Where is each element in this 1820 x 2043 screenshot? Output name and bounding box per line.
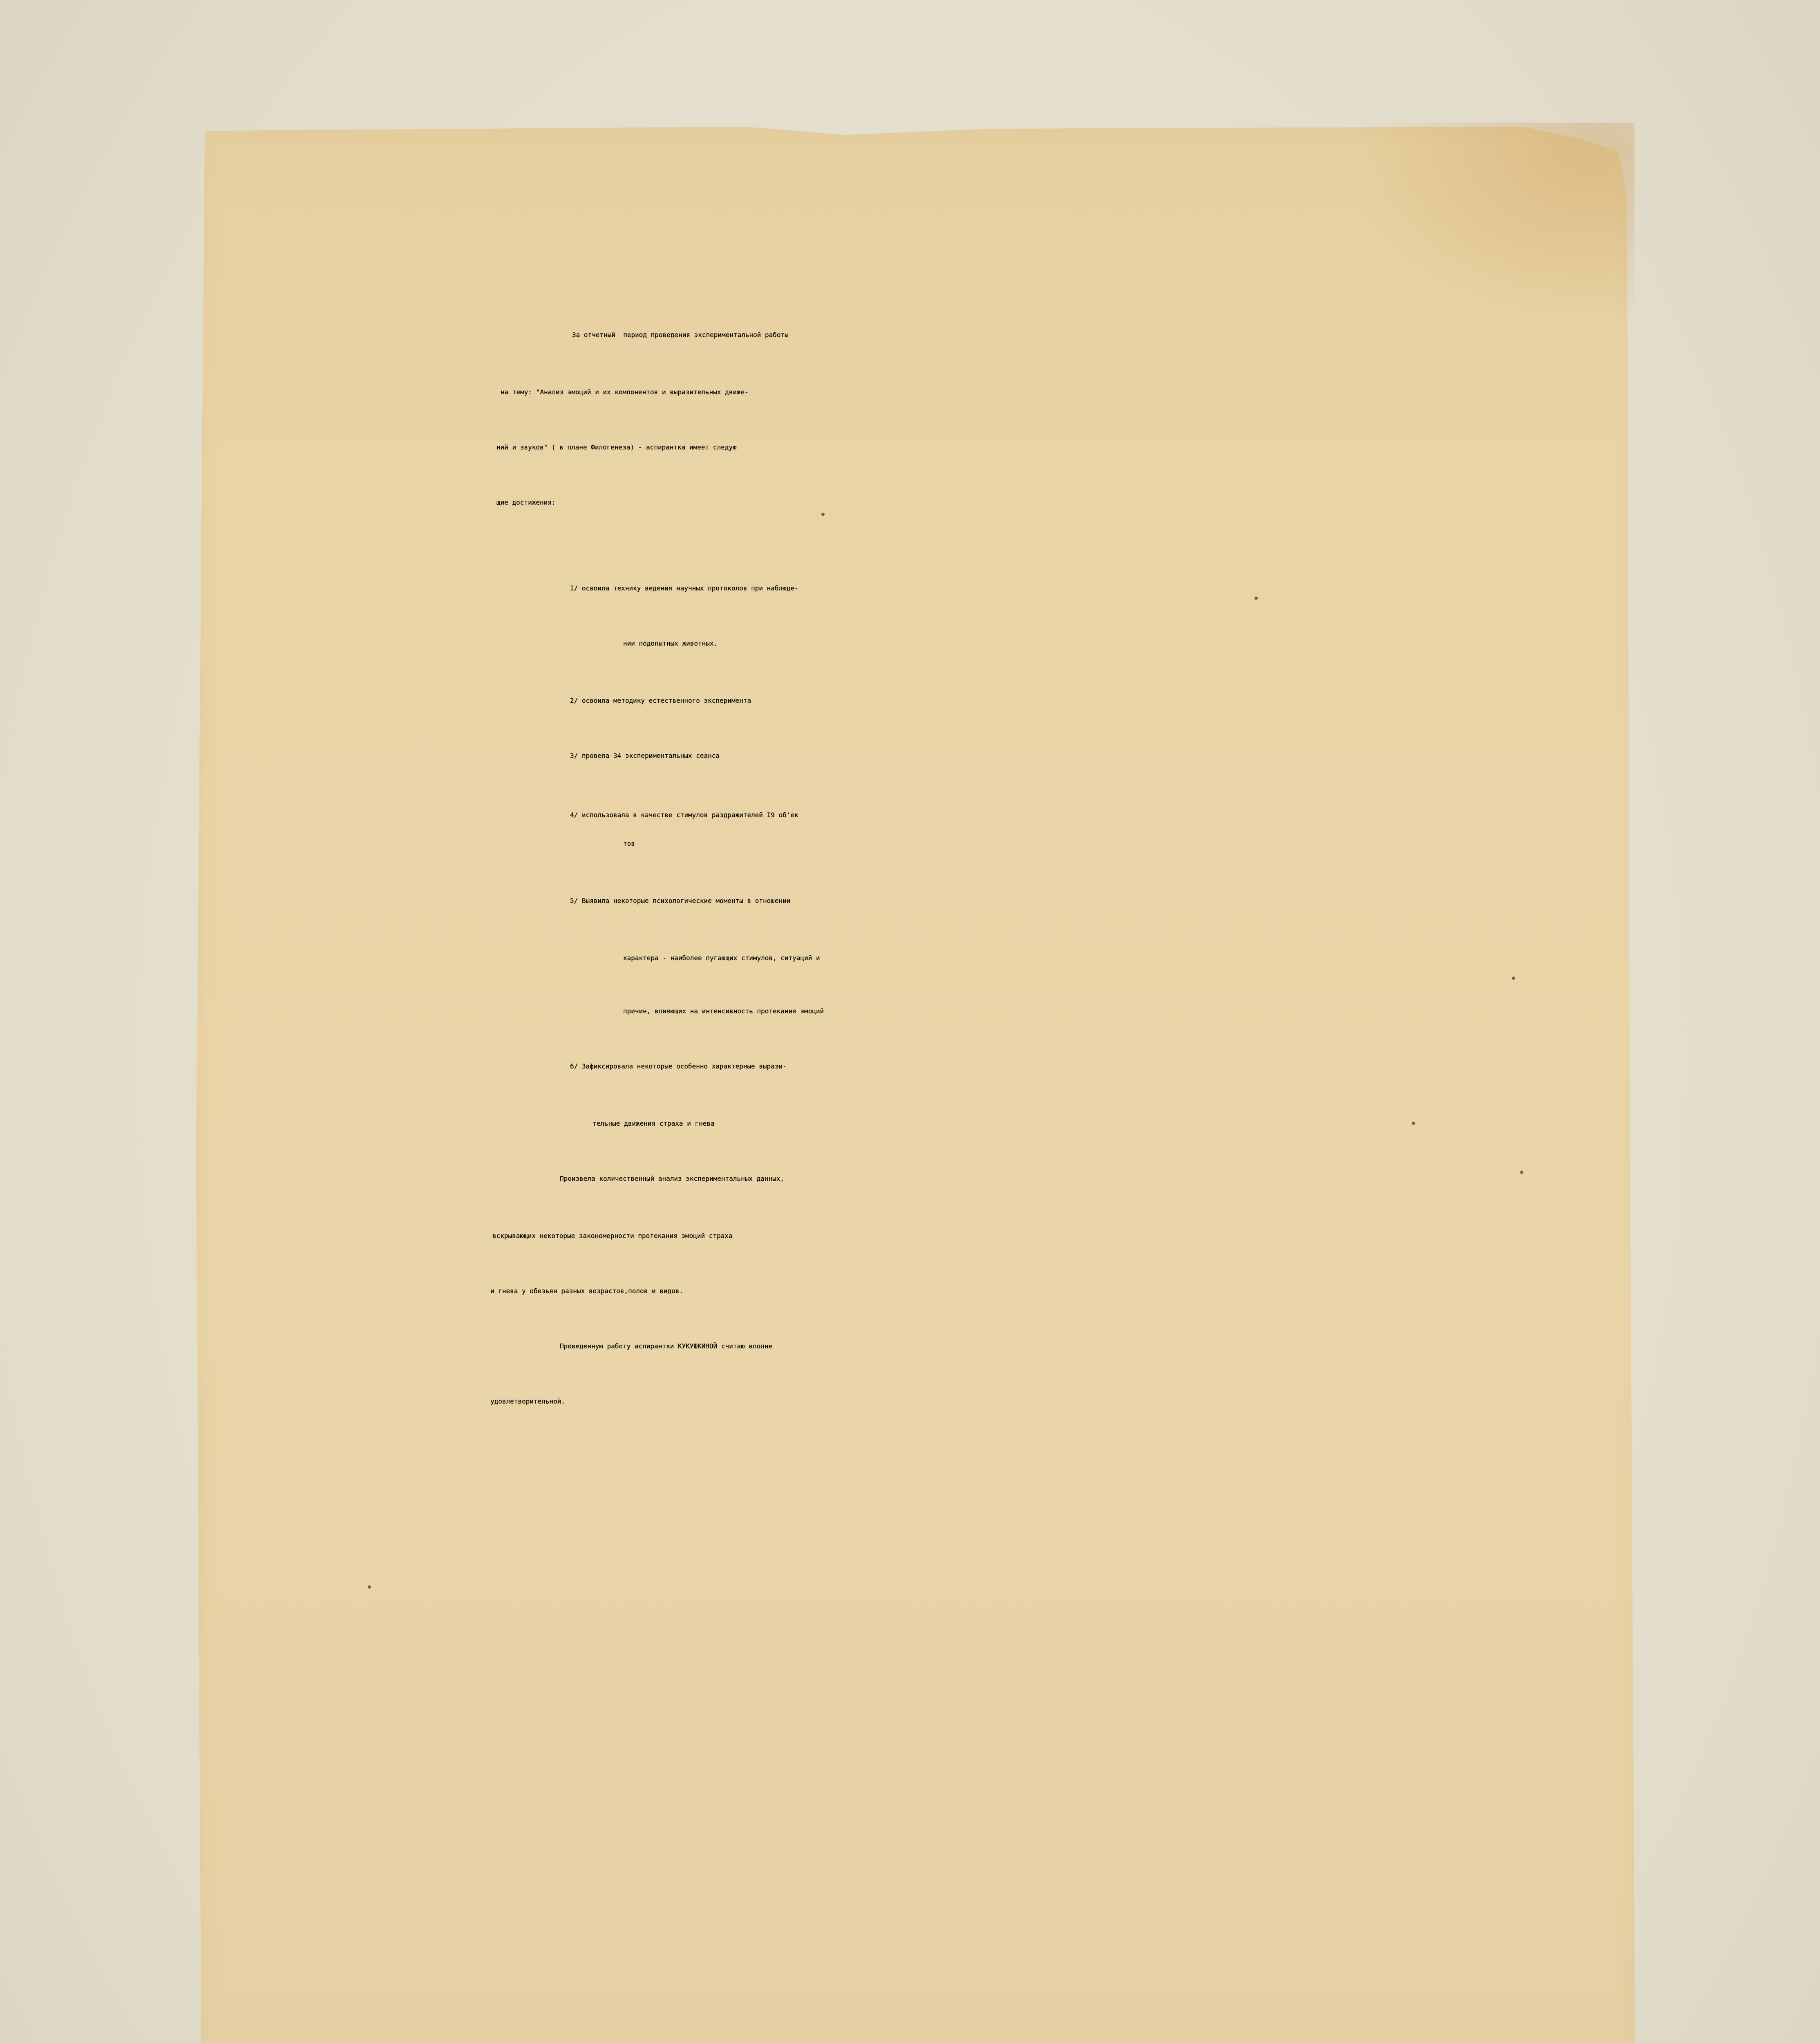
achievement-item-4-cont: тов	[623, 840, 635, 847]
intro-line: За отчетный период проведения экспериментальной работы	[572, 331, 789, 339]
achievement-item-4: 4/ использовала в качестве стимулов раздражителей I9 об'ек	[570, 811, 798, 819]
paper-stain	[1348, 123, 1634, 327]
achievement-item-3: 3/ провела 34 экспериментальных сеанса	[570, 752, 720, 760]
ink-speck	[368, 1585, 371, 1589]
conclusion-line: Проведенную работу аспирантки КУКУШКИНОЙ считаю вполне	[560, 1342, 773, 1350]
achievement-item-5: 5/ Выявила некоторые психологические моменты в отношении	[570, 897, 791, 905]
intro-line: щие достижения:	[496, 498, 556, 506]
intro-line: на тему: "Анализ эмоций и их компонентов и выразительных движе-	[501, 388, 749, 396]
ink-speck	[821, 513, 825, 516]
analysis-line: Произвела количественный анализ экспериментальных данных,	[560, 1175, 785, 1182]
achievement-item-6-cont: тельные движения страха и гнева	[593, 1120, 715, 1127]
ink-speck	[1520, 1171, 1523, 1174]
ink-speck	[1412, 1122, 1415, 1125]
achievement-item-5-cont: характера - наиболее пугающих стимулов, ситуаций и	[623, 954, 820, 962]
achievement-item-5-cont: причин, влияющих на интенсивность протекания эмоций	[623, 1007, 824, 1015]
analysis-line: и гнева у обезьян разных возрастов,полов и видов.	[490, 1287, 684, 1295]
achievement-item-2: 2/ освоила методику естественного эксперимента	[570, 697, 751, 704]
paper-sheet	[196, 123, 1639, 2043]
achievement-item-6: 6/ Зафиксировала некоторые особенно характерные вырази-	[570, 1062, 787, 1070]
ink-speck	[1254, 597, 1258, 600]
intro-line: ний и звуков" ( в плане Филогенеза) - аспирантка имеет следую	[496, 443, 737, 451]
ink-speck	[1512, 977, 1515, 980]
achievement-item-1-cont: нии подопытных животных.	[623, 639, 718, 647]
achievement-item-1: I/ освоила технику ведения научных протоколов при наблюде-	[570, 584, 798, 592]
conclusion-line: удовлетворительной.	[490, 1397, 566, 1405]
analysis-line: вскрывающих некоторые закономерности протекания эмоций страха	[492, 1232, 733, 1240]
